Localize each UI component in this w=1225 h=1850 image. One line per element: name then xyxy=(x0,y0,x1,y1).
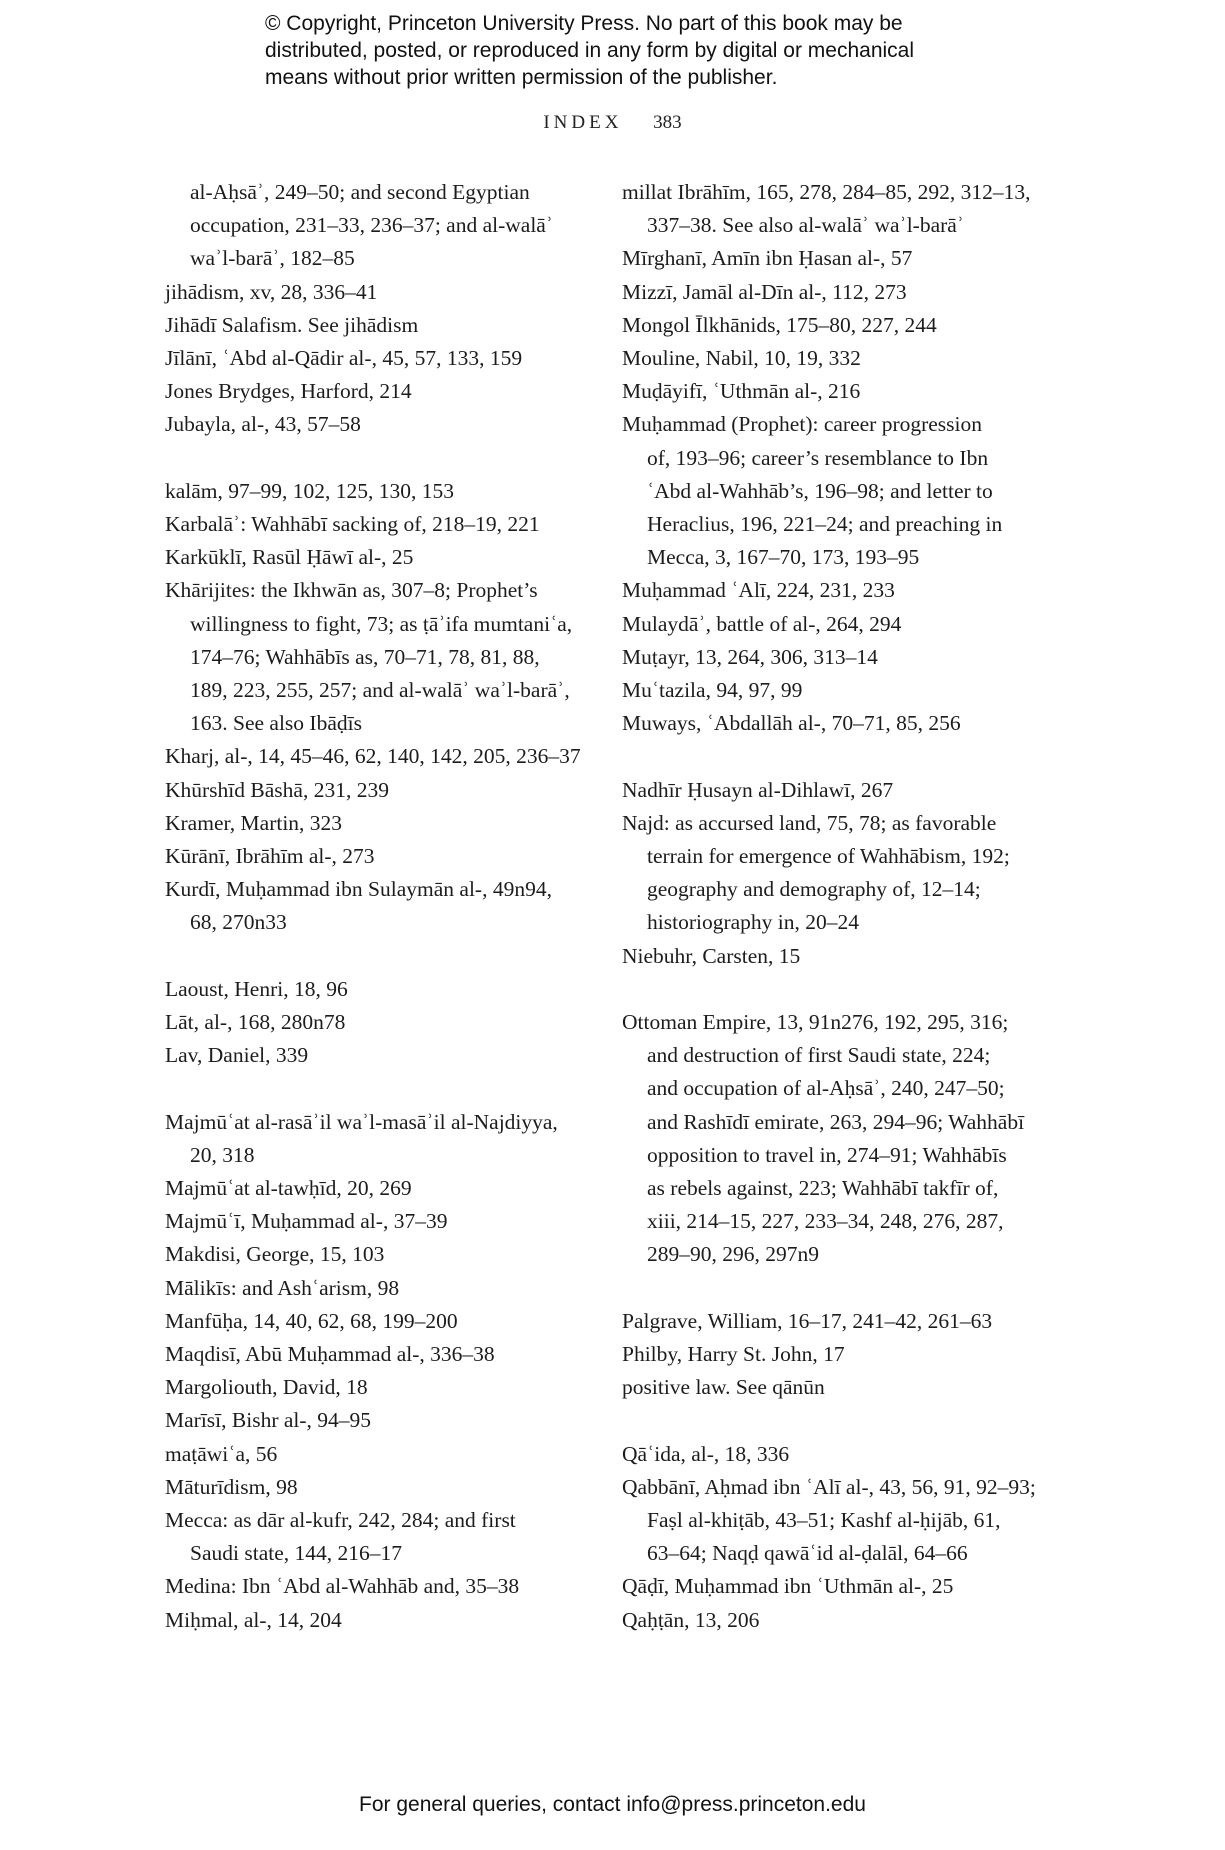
index-entry xyxy=(165,873,583,939)
index-entry xyxy=(622,242,1042,275)
index-entry xyxy=(165,1305,583,1338)
index-entry xyxy=(622,608,1042,641)
letter-group-gap xyxy=(622,1404,1042,1437)
index-entry-continuation: 20, 318 xyxy=(190,1142,255,1167)
index-entry xyxy=(165,774,583,807)
index-entry-continuation: and destruction of first Saudi state, 224; xyxy=(647,1043,991,1068)
index-entry-line: Lav, Daniel, 339 xyxy=(165,1043,309,1068)
index-entry-continuation: ʿAbd al-Wahhāb’s, 196–98; and letter to xyxy=(647,478,993,503)
index-entry xyxy=(622,1604,1042,1637)
index-entry xyxy=(165,475,583,508)
index-entry-continuation: Saudi state, 144, 216–17 xyxy=(190,1541,402,1566)
index-entry-line: Muṭayr, 13, 264, 306, 313–14 xyxy=(622,644,878,669)
index-entry xyxy=(622,641,1042,674)
index-entry-line: Manfūḥa, 14, 40, 62, 68, 199–200 xyxy=(165,1308,458,1333)
index-entry-line: Muḍāyifī, ʿUthmān al-, 216 xyxy=(622,379,861,404)
index-entry-continuation: terrain for emergence of Wahhābism, 192; xyxy=(647,844,1010,869)
running-head-label: INDEX xyxy=(543,112,623,133)
index-entry xyxy=(622,309,1042,342)
index-entry xyxy=(622,574,1042,607)
index-entry-line: Kūrānī, Ibrāhīm al-, 273 xyxy=(165,844,375,869)
index-entry-line: Maqdisī, Abū Muḥammad al-, 336–38 xyxy=(165,1342,495,1367)
index-entry xyxy=(165,276,583,309)
index-entry xyxy=(622,375,1042,408)
index-entry xyxy=(622,1338,1042,1371)
index-entry-line: Muḥammad (Prophet): career progression xyxy=(622,412,983,437)
letter-group-gap xyxy=(622,1272,1042,1305)
index-entry xyxy=(165,508,583,541)
index-entry-line: Karbalāʾ: Wahhābī sacking of, 218–19, 221 xyxy=(165,512,540,537)
index-entry xyxy=(622,176,1042,242)
index-entry xyxy=(165,1238,583,1271)
copyright-line: means without prior written permission of the publisher. xyxy=(265,66,778,89)
index-entry-line: Karkūklī, Rasūl Ḥāwī al-, 25 xyxy=(165,545,414,570)
index-column-right xyxy=(622,176,1042,1637)
index-entry-continuation: 289–90, 296, 297n9 xyxy=(647,1242,819,1267)
index-entry-continuation: 163. See also Ibāḍīs xyxy=(190,711,362,736)
index-entry xyxy=(622,276,1042,309)
index-entry-continuation: al-Aḥsāʾ, 249–50; and second Egyptian xyxy=(190,180,530,204)
index-entry-line: Qāḍī, Muḥammad ibn ʿUthmān al-, 25 xyxy=(622,1574,954,1599)
index-entry-line: Philby, Harry St. John, 17 xyxy=(622,1342,845,1367)
index-entry xyxy=(165,1172,583,1205)
index-entry-line: Mizzī, Jamāl al-Dīn al-, 112, 273 xyxy=(622,279,907,304)
index-entry-line: Ottoman Empire, 13, 91n276, 192, 295, 316; xyxy=(622,1010,1009,1035)
index-entry-line: Kramer, Martin, 323 xyxy=(165,810,343,835)
index-entry xyxy=(165,1504,583,1570)
index-entry-line: Majmūʿat al-rasāʾil waʾl-masāʾil al-Najdiyya, xyxy=(165,1109,558,1134)
index-entry xyxy=(622,807,1042,940)
copyright-line: © Copyright, Princeton University Press. No part of this book may be xyxy=(265,12,903,35)
index-entry-line: Jones Brydges, Harford, 214 xyxy=(165,379,412,404)
index-entry-line: Margoliouth, David, 18 xyxy=(165,1375,368,1400)
index-entry xyxy=(165,1371,583,1404)
index-entry xyxy=(622,1471,1042,1571)
index-entry xyxy=(165,375,583,408)
index-entry-line: Mecca: as dār al-kufr, 242, 284; and first xyxy=(165,1508,516,1533)
index-entry-line: Marīsī, Bishr al-, 94–95 xyxy=(165,1408,372,1433)
index-entry xyxy=(165,541,583,574)
index-entry-line: Niebuhr, Carsten, 15 xyxy=(622,943,801,968)
index-entry-continuation: and occupation of al-Aḥsāʾ, 240, 247–50; xyxy=(647,1076,1005,1101)
index-entry-continuation: and Rashīdī emirate, 263, 294–96; Wahhābī xyxy=(647,1109,1025,1134)
index-entry-line: jihādism, xv, 28, 336–41 xyxy=(165,279,378,304)
index-entry-continuation: Heraclius, 196, 221–24; and preaching in xyxy=(647,512,1003,537)
index-entry-continuation: opposition to travel in, 274–91; Wahhābīs xyxy=(647,1142,1007,1167)
letter-group-gap xyxy=(622,973,1042,1006)
index-entry-line: Jihādī Salafism. See jihādism xyxy=(165,312,419,337)
index-entry-continuation: historiography in, 20–24 xyxy=(647,910,859,935)
index-entry-line: Mongol Īlkhānids, 175–80, 227, 244 xyxy=(622,312,937,337)
index-entry-line: Najd: as accursed land, 75, 78; as favorable xyxy=(622,810,997,835)
copyright-line: distributed, posted, or reproduced in any form by digital or mechanical xyxy=(265,39,915,62)
index-entry-line: Nadhīr Ḥusayn al-Dihlawī, 267 xyxy=(622,777,894,802)
index-entry xyxy=(165,1106,583,1172)
index-entry-line: Lāt, al-, 168, 280n78 xyxy=(165,1010,346,1035)
index-entry-continuation: waʾl-barāʾ, 182–85 xyxy=(190,246,355,271)
index-entry-continuation: geography and demography of, 12–14; xyxy=(647,877,981,902)
index-entry-line: Mīrghanī, Amīn ibn Ḥasan al-, 57 xyxy=(622,246,913,271)
index-entry xyxy=(165,973,583,1006)
index-entry-continuation: 68, 270n33 xyxy=(190,910,287,935)
index-entry-continuation: as rebels against, 223; Wahhābī takfīr of, xyxy=(647,1176,999,1201)
index-entry-line: Palgrave, William, 16–17, 241–42, 261–63 xyxy=(622,1308,993,1333)
index-entry xyxy=(165,1272,583,1305)
index-entry-line: maṭāwiʿa, 56 xyxy=(165,1441,278,1466)
running-head xyxy=(0,112,1225,134)
index-entry xyxy=(165,1438,583,1471)
index-entry xyxy=(622,342,1042,375)
index-entry-continuation: occupation, 231–33, 236–37; and al-walāʾ xyxy=(190,213,554,238)
index-entry xyxy=(165,309,583,342)
index-entry xyxy=(165,1570,583,1603)
index-entry xyxy=(165,740,583,773)
index-entry xyxy=(622,1438,1042,1471)
index-entry-line: positive law. See qānūn xyxy=(622,1375,825,1400)
index-entry-line: Qāʿida, al-, 18, 336 xyxy=(622,1441,790,1466)
index-column-left xyxy=(165,176,583,1637)
index-entry-line: Mouline, Nabil, 10, 19, 332 xyxy=(622,346,861,371)
index-entry xyxy=(622,674,1042,707)
index-entry xyxy=(165,807,583,840)
index-entry-line: Medina: Ibn ʿAbd al-Wahhāb and, 35–38 xyxy=(165,1574,520,1599)
index-entry xyxy=(165,1471,583,1504)
index-entry xyxy=(622,1371,1042,1404)
index-entry-line: Kharj, al-, 14, 45–46, 62, 140, 142, 205, 236–37 xyxy=(165,744,581,769)
index-entry xyxy=(622,1305,1042,1338)
index-entry xyxy=(165,408,583,441)
index-entry-line: Muways, ʿAbdallāh al-, 70–71, 85, 256 xyxy=(622,711,961,736)
index-entry xyxy=(165,1604,583,1637)
index-entry-line: Makdisi, George, 15, 103 xyxy=(165,1242,385,1267)
index-entry-line: Muʿtazila, 94, 97, 99 xyxy=(622,678,803,703)
index-entry-continuation: willingness to fight, 73; as ṭāʾifa mumtaniʿa, xyxy=(190,611,573,636)
index-entry xyxy=(622,408,1042,574)
index-entry-continuation: Faṣl al-khiṭāb, 43–51; Kashf al-ḥijāb, 61, xyxy=(647,1508,1001,1533)
index-entry-line: Majmūʿat al-tawḥīd, 20, 269 xyxy=(165,1176,412,1201)
index-entry-line: Jīlānī, ʿAbd al-Qādir al-, 45, 57, 133, 159 xyxy=(165,346,523,371)
letter-group-gap xyxy=(165,442,583,475)
index-entry xyxy=(165,1006,583,1039)
index-entry-line: Kurdī, Muḥammad ibn Sulaymān al-, 49n94, xyxy=(165,877,552,902)
index-entry-continuation: 63–64; Naqḍ qawāʿid al-ḍalāl, 64–66 xyxy=(647,1541,968,1566)
letter-group-gap xyxy=(165,940,583,973)
index-entry-line: millat Ibrāhīm, 165, 278, 284–85, 292, 312–13, xyxy=(622,180,1031,204)
index-entry-continuation: Mecca, 3, 167–70, 173, 193–95 xyxy=(647,545,920,570)
index-entry-continuation: 337–38. See also al-walāʾ waʾl-barāʾ xyxy=(647,213,964,238)
index-entry-line: Mulaydāʾ, battle of al-, 264, 294 xyxy=(622,611,902,636)
footer-contact: For general queries, contact info@press.princeton.edu xyxy=(359,1793,866,1816)
index-entry-line: Jubayla, al-, 43, 57–58 xyxy=(165,412,361,437)
index-entry xyxy=(165,1205,583,1238)
index-entry-line: Khārijites: the Ikhwān as, 307–8; Prophet’s xyxy=(165,578,538,603)
index-entry-continuation: of, 193–96; career’s resemblance to Ibn xyxy=(647,445,989,470)
index-entry xyxy=(165,176,583,276)
index-entry xyxy=(165,574,583,740)
index-entry-continuation: 189, 223, 255, 257; and al-walāʾ waʾl-barāʾ, xyxy=(190,678,570,703)
index-entry xyxy=(622,707,1042,740)
index-entry xyxy=(165,840,583,873)
index-entry-line: Majmūʿī, Muḥammad al-, 37–39 xyxy=(165,1209,448,1234)
index-entry-line: Khūrshīd Bāshā, 231, 239 xyxy=(165,777,389,802)
letter-group-gap xyxy=(165,1072,583,1105)
index-entry xyxy=(165,342,583,375)
letter-group-gap xyxy=(622,740,1042,773)
index-entry-line: Qabbānī, Aḥmad ibn ʿAlī al-, 43, 56, 91, 92–93; xyxy=(622,1474,1036,1499)
page-number: 383 xyxy=(653,112,682,133)
index-entry-continuation: xiii, 214–15, 227, 233–34, 248, 276, 287, xyxy=(647,1209,1004,1234)
index-entry-line: Mālikīs: and Ashʿarism, 98 xyxy=(165,1275,400,1300)
index-entry xyxy=(622,1570,1042,1603)
index-entry-line: Miḥmal, al-, 14, 204 xyxy=(165,1607,342,1632)
index-entry-line: Qaḥṭān, 13, 206 xyxy=(622,1607,760,1632)
index-entry-line: Muḥammad ʿAlī, 224, 231, 233 xyxy=(622,578,895,603)
index-entry xyxy=(622,1006,1042,1272)
index-entry xyxy=(622,774,1042,807)
index-entry xyxy=(622,940,1042,973)
index-entry-continuation: 174–76; Wahhābīs as, 70–71, 78, 81, 88, xyxy=(190,644,540,669)
index-entry xyxy=(165,1338,583,1371)
index-entry-line: kalām, 97–99, 102, 125, 130, 153 xyxy=(165,478,455,503)
index-entry xyxy=(165,1039,583,1072)
copyright-notice xyxy=(265,10,1025,91)
index-entry-line: Māturīdism, 98 xyxy=(165,1474,298,1499)
index-entry xyxy=(165,1404,583,1437)
index-entry-line: Laoust, Henri, 18, 96 xyxy=(165,976,348,1001)
